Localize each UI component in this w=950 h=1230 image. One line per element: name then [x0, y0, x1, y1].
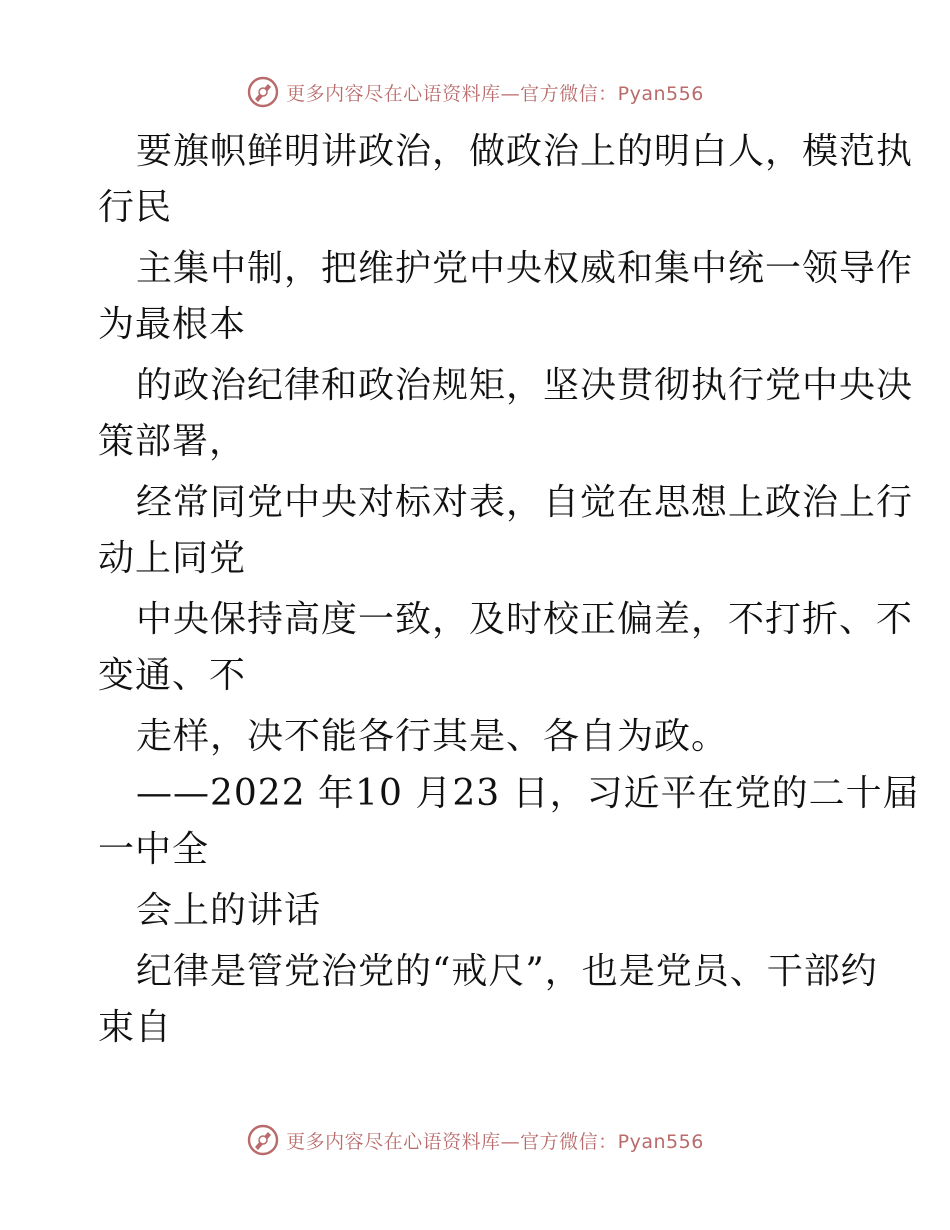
- text-line: 的政治纪律和政治规矩，坚决贯彻执行党中央决: [136, 365, 914, 406]
- text-line: 变通、不: [98, 655, 247, 696]
- text-line: 走样，决不能各行其是、各自为政。: [136, 716, 729, 757]
- text-line: 为最根本: [98, 304, 247, 345]
- text-line: ——2022 年10 月23 日，习近平在党的二十届: [136, 773, 920, 814]
- logo-pen-icon: [246, 1123, 280, 1157]
- header-watermark: [0, 70, 950, 114]
- text-line: 纪律是管党治党的“戒尺”，也是党员、干部约: [136, 951, 878, 992]
- text-line: 一中全: [98, 829, 210, 870]
- text-line: 束自: [98, 1007, 173, 1048]
- text-line: 经常同党中央对标对表，自觉在思想上政治上行: [136, 482, 914, 523]
- footer-watermark: [0, 1118, 950, 1162]
- text-line: 动上同党: [98, 538, 247, 579]
- text-line: 行民: [98, 187, 173, 228]
- text-line: 要旗帜鲜明讲政治，做政治上的明白人，模范执: [136, 131, 914, 172]
- watermark-text: 更多内容尽在心语资料库—官方微信：Pyan556: [286, 82, 704, 105]
- text-line: 策部署，: [98, 421, 247, 462]
- logo-pen-icon: [246, 75, 280, 109]
- watermark-text: 更多内容尽在心语资料库—官方微信：Pyan556: [286, 1130, 704, 1153]
- text-line: 中央保持高度一致，及时校正偏差，不打折、不: [136, 599, 914, 640]
- text-line: 会上的讲话: [136, 890, 322, 931]
- text-line: 主集中制，把维护党中央权威和集中统一领导作: [136, 248, 914, 289]
